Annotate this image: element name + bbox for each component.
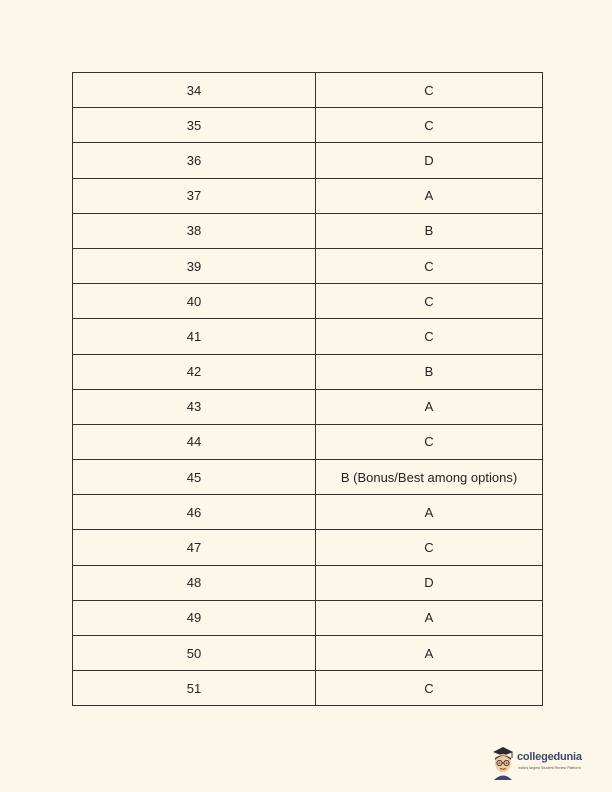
answer-cell: D (316, 565, 543, 600)
answer-cell: C (316, 530, 543, 565)
answer-cell: C (316, 284, 543, 319)
table-row (73, 354, 543, 389)
answer-cell: B (316, 213, 543, 248)
table-row (73, 319, 543, 354)
table-row (73, 284, 543, 319)
collegedunia-logo (490, 744, 608, 780)
question-number-cell: 45 (73, 460, 316, 495)
answer-cell: A (316, 389, 543, 424)
question-number-cell: 48 (73, 565, 316, 600)
brand-tagline: India's largest Student Review Platform (518, 766, 581, 770)
table-row (73, 530, 543, 565)
answer-cell: C (316, 424, 543, 459)
answer-cell: C (316, 73, 543, 108)
answer-cell: C (316, 248, 543, 283)
answer-cell: A (316, 636, 543, 671)
answer-cell: D (316, 143, 543, 178)
answer-cell: A (316, 600, 543, 635)
question-number-cell: 39 (73, 248, 316, 283)
question-number-cell: 35 (73, 108, 316, 143)
question-number-cell: 42 (73, 354, 316, 389)
answer-cell: C (316, 671, 543, 706)
answer-cell: C (316, 319, 543, 354)
table-row (73, 600, 543, 635)
answer-key-table (72, 72, 543, 706)
answer-cell: B (Bonus/Best among options) (316, 460, 543, 495)
answer-cell: B (316, 354, 543, 389)
table-row (73, 178, 543, 213)
question-number-cell: 36 (73, 143, 316, 178)
table-row (73, 636, 543, 671)
question-number-cell: 34 (73, 73, 316, 108)
question-number-cell: 41 (73, 319, 316, 354)
answer-cell: C (316, 108, 543, 143)
table-row (73, 213, 543, 248)
question-number-cell: 46 (73, 495, 316, 530)
table-row (73, 424, 543, 459)
question-number-cell: 47 (73, 530, 316, 565)
question-number-cell: 37 (73, 178, 316, 213)
table-row (73, 143, 543, 178)
table-row (73, 389, 543, 424)
answer-key-body (73, 73, 543, 706)
question-number-cell: 40 (73, 284, 316, 319)
table-row (73, 495, 543, 530)
question-number-cell: 50 (73, 636, 316, 671)
student-mascot-icon (490, 744, 516, 780)
table-row (73, 248, 543, 283)
question-number-cell: 38 (73, 213, 316, 248)
answer-cell: A (316, 495, 543, 530)
question-number-cell: 49 (73, 600, 316, 635)
table-row (73, 565, 543, 600)
brand-name: collegedunia (517, 751, 582, 763)
table-row (73, 73, 543, 108)
table-row (73, 108, 543, 143)
table-row (73, 460, 543, 495)
answer-cell: A (316, 178, 543, 213)
question-number-cell: 44 (73, 424, 316, 459)
question-number-cell: 43 (73, 389, 316, 424)
table-row (73, 671, 543, 706)
question-number-cell: 51 (73, 671, 316, 706)
